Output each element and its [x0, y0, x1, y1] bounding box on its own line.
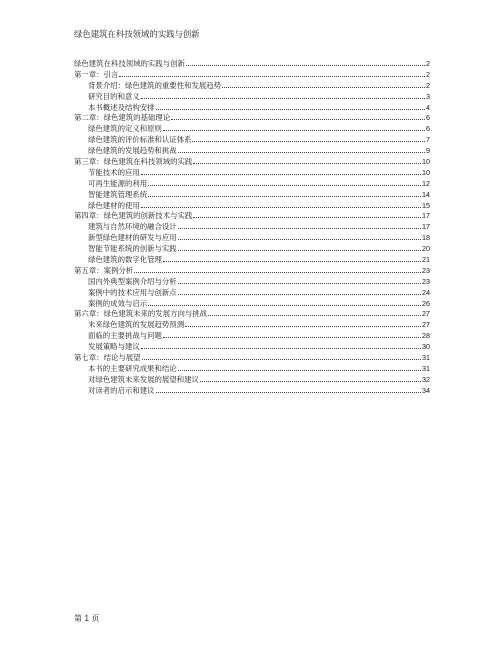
toc-subentry[interactable] — [74, 189, 430, 200]
toc-subentry[interactable] — [74, 330, 430, 341]
toc-entry-title: 研究目的和意义 — [88, 91, 140, 101]
toc-leader-dots — [192, 134, 425, 142]
toc-subentry[interactable] — [74, 123, 430, 134]
toc-subentry[interactable] — [74, 243, 430, 254]
toc-leader-dots — [178, 232, 421, 240]
toc-leader-dots — [148, 298, 421, 306]
toc-entry-title: 智能节能系统的创新与实践 — [88, 244, 177, 254]
toc-entry-title: 第一章：引言 — [74, 69, 119, 79]
footer-suffix: 页 — [91, 614, 100, 623]
toc-leader-dots — [141, 91, 425, 99]
toc-subentry[interactable] — [74, 287, 430, 298]
toc-page-number: 17 — [422, 211, 430, 221]
toc-subentry[interactable] — [74, 145, 430, 156]
toc-page-number: 18 — [422, 233, 430, 243]
toc-entry-title: 第七章：结论与展望 — [74, 353, 141, 363]
toc-leader-dots — [156, 102, 425, 110]
toc-page-number: 15 — [422, 200, 430, 210]
toc-entry-title: 可再生能源的利用 — [88, 178, 148, 188]
toc-entry-title: 国内外典型案例介绍与分析 — [88, 276, 177, 286]
toc-entry-title: 节能技术的应用 — [88, 167, 140, 177]
toc-entry[interactable] — [74, 265, 430, 276]
toc-page-number: 23 — [422, 265, 430, 275]
toc-leader-dots — [163, 254, 421, 262]
toc-leader-dots — [185, 319, 421, 327]
toc-page-number: 2 — [426, 59, 430, 68]
toc-leader-dots — [178, 221, 421, 229]
toc-subentry[interactable] — [74, 102, 430, 113]
toc-entry-title: 对读者的启示和建议 — [88, 385, 155, 395]
toc-subentry[interactable] — [74, 200, 430, 211]
toc-leader-dots — [178, 287, 421, 295]
toc-subentry[interactable] — [74, 298, 430, 309]
toc-leader-dots — [156, 385, 421, 393]
toc-entry-title: 绿色建筑的定义和原则 — [88, 124, 162, 134]
toc-entry[interactable] — [74, 156, 430, 167]
toc-subentry[interactable] — [74, 319, 430, 330]
toc-page-number: 4 — [426, 102, 430, 112]
toc-leader-dots — [178, 243, 421, 251]
toc-leader-dots — [178, 363, 421, 371]
toc-page-number: 10 — [422, 157, 430, 167]
toc-leader-dots — [141, 200, 421, 208]
toc-page-number: 6 — [426, 124, 430, 134]
toc-entry-title: 新型绿色建材的研发与应用 — [88, 233, 177, 243]
toc-page-number: 27 — [422, 320, 430, 330]
toc-leader-dots — [163, 330, 421, 338]
toc-page-number: 2 — [426, 69, 430, 79]
toc-subentry[interactable] — [74, 178, 430, 189]
toc-leader-dots — [148, 178, 421, 186]
toc-leader-dots — [193, 210, 421, 218]
toc-entry-title: 本书的主要研究成果和结论 — [88, 363, 177, 373]
toc-entry-title: 未来绿色建筑的发展趋势预测 — [88, 320, 185, 330]
toc-leader-dots — [178, 145, 425, 153]
toc-page-number: 24 — [422, 287, 430, 297]
toc-page-number: 28 — [422, 331, 430, 341]
toc-entry-title: 绿色建材的使用 — [88, 200, 140, 210]
toc-entry-title: 绿色建筑的数字化管理 — [88, 255, 162, 265]
toc-entry-title: 对绿色建筑未来发展的展望和建议 — [88, 374, 199, 384]
toc-page-number: 32 — [422, 374, 430, 384]
toc-subentry[interactable] — [74, 232, 430, 243]
toc-entry-title: 第六章：绿色建筑未来的发展方向与挑战 — [74, 309, 208, 319]
toc-leader-dots — [208, 308, 421, 316]
toc-page-number: 20 — [422, 244, 430, 254]
toc-page-number: 34 — [422, 385, 430, 395]
footer-page-number: 1 — [84, 614, 89, 623]
toc-page-number: 17 — [422, 222, 430, 232]
toc-leader-dots — [141, 167, 421, 175]
page-header — [74, 28, 200, 40]
toc-entry-title: 背景介绍：绿色建筑的重要性和发展趋势 — [88, 80, 222, 90]
toc-page-number: 31 — [422, 353, 430, 363]
toc-page-number: 23 — [422, 276, 430, 286]
toc-page-number: 27 — [422, 309, 430, 319]
toc-leader-dots — [134, 265, 421, 273]
toc-entry-title: 发展策略与建议 — [88, 342, 140, 352]
toc-subentry[interactable] — [74, 363, 430, 374]
toc-page-number: 30 — [422, 342, 430, 352]
toc-page-number: 21 — [422, 255, 430, 265]
toc-subentry[interactable] — [74, 167, 430, 178]
toc-entry[interactable] — [74, 69, 430, 80]
toc-entry[interactable] — [74, 112, 430, 123]
toc-entry-title: 本书概述及结构安排 — [88, 102, 155, 112]
toc-entry[interactable] — [74, 308, 430, 319]
toc-subentry[interactable] — [74, 254, 430, 265]
toc-leader-dots — [186, 58, 425, 66]
toc-entry-title: 案例的成效与启示 — [88, 298, 148, 308]
toc-entry[interactable] — [74, 352, 430, 363]
toc-subentry[interactable] — [74, 385, 430, 396]
toc-subentry[interactable] — [74, 374, 430, 385]
toc-entry-title: 第三章：绿色建筑在科技领域的实践 — [74, 157, 193, 167]
toc-entry[interactable] — [74, 210, 430, 221]
toc-subentry[interactable] — [74, 134, 430, 145]
table-of-contents — [74, 58, 430, 396]
toc-entry-title: 建筑与自然环境的融合设计 — [88, 222, 177, 232]
toc-subentry[interactable] — [74, 91, 430, 102]
toc-leader-dots — [222, 80, 425, 88]
toc-entry-title: 第五章：案例分析 — [74, 265, 134, 275]
toc-subentry[interactable] — [74, 80, 430, 91]
toc-page-number: 31 — [422, 363, 430, 373]
toc-page-number: 3 — [426, 91, 430, 101]
toc-page-number: 12 — [422, 178, 430, 188]
toc-page-number: 6 — [426, 113, 430, 123]
toc-leader-dots — [142, 352, 421, 360]
toc-entry-title: 绿色建筑的发展趋势和挑战 — [88, 146, 177, 156]
toc-entry-title: 案例中的技术应用与创新点 — [88, 287, 177, 297]
toc-leader-dots — [141, 341, 421, 349]
toc-entry-title: 绿色建筑的评价标准和认证体系 — [88, 135, 192, 145]
toc-subentry[interactable] — [74, 276, 430, 287]
toc-subentry[interactable] — [74, 341, 430, 352]
toc-leader-dots — [119, 69, 425, 77]
toc-entry[interactable] — [74, 58, 430, 69]
toc-page-number: 14 — [422, 189, 430, 199]
toc-page-number: 10 — [422, 167, 430, 177]
toc-page-number: 9 — [426, 146, 430, 156]
toc-page-number: 26 — [422, 298, 430, 308]
toc-entry-title: 第二章：绿色建筑的基础理论 — [74, 113, 171, 123]
header-title: 绿色建筑在科技领域的实践与创新 — [74, 29, 200, 39]
toc-leader-dots — [200, 374, 421, 382]
toc-leader-dots — [193, 156, 421, 164]
toc-entry-title: 第四章：绿色建筑的创新技术与实践 — [74, 211, 193, 221]
toc-leader-dots — [178, 276, 421, 284]
toc-entry-title: 面临的主要挑战与问题 — [88, 331, 162, 341]
toc-subentry[interactable] — [74, 221, 430, 232]
toc-entry-title: 智能建筑管理系统 — [88, 189, 148, 199]
toc-entry-title: 绿色建筑在科技领域的实践与创新 — [74, 59, 185, 68]
toc-leader-dots — [163, 123, 425, 131]
toc-leader-dots — [148, 189, 421, 197]
footer-prefix: 第 — [74, 614, 82, 623]
toc-page-number: 7 — [426, 135, 430, 145]
toc-page-number: 2 — [426, 80, 430, 90]
page-footer — [74, 613, 100, 624]
toc-leader-dots — [171, 112, 425, 120]
